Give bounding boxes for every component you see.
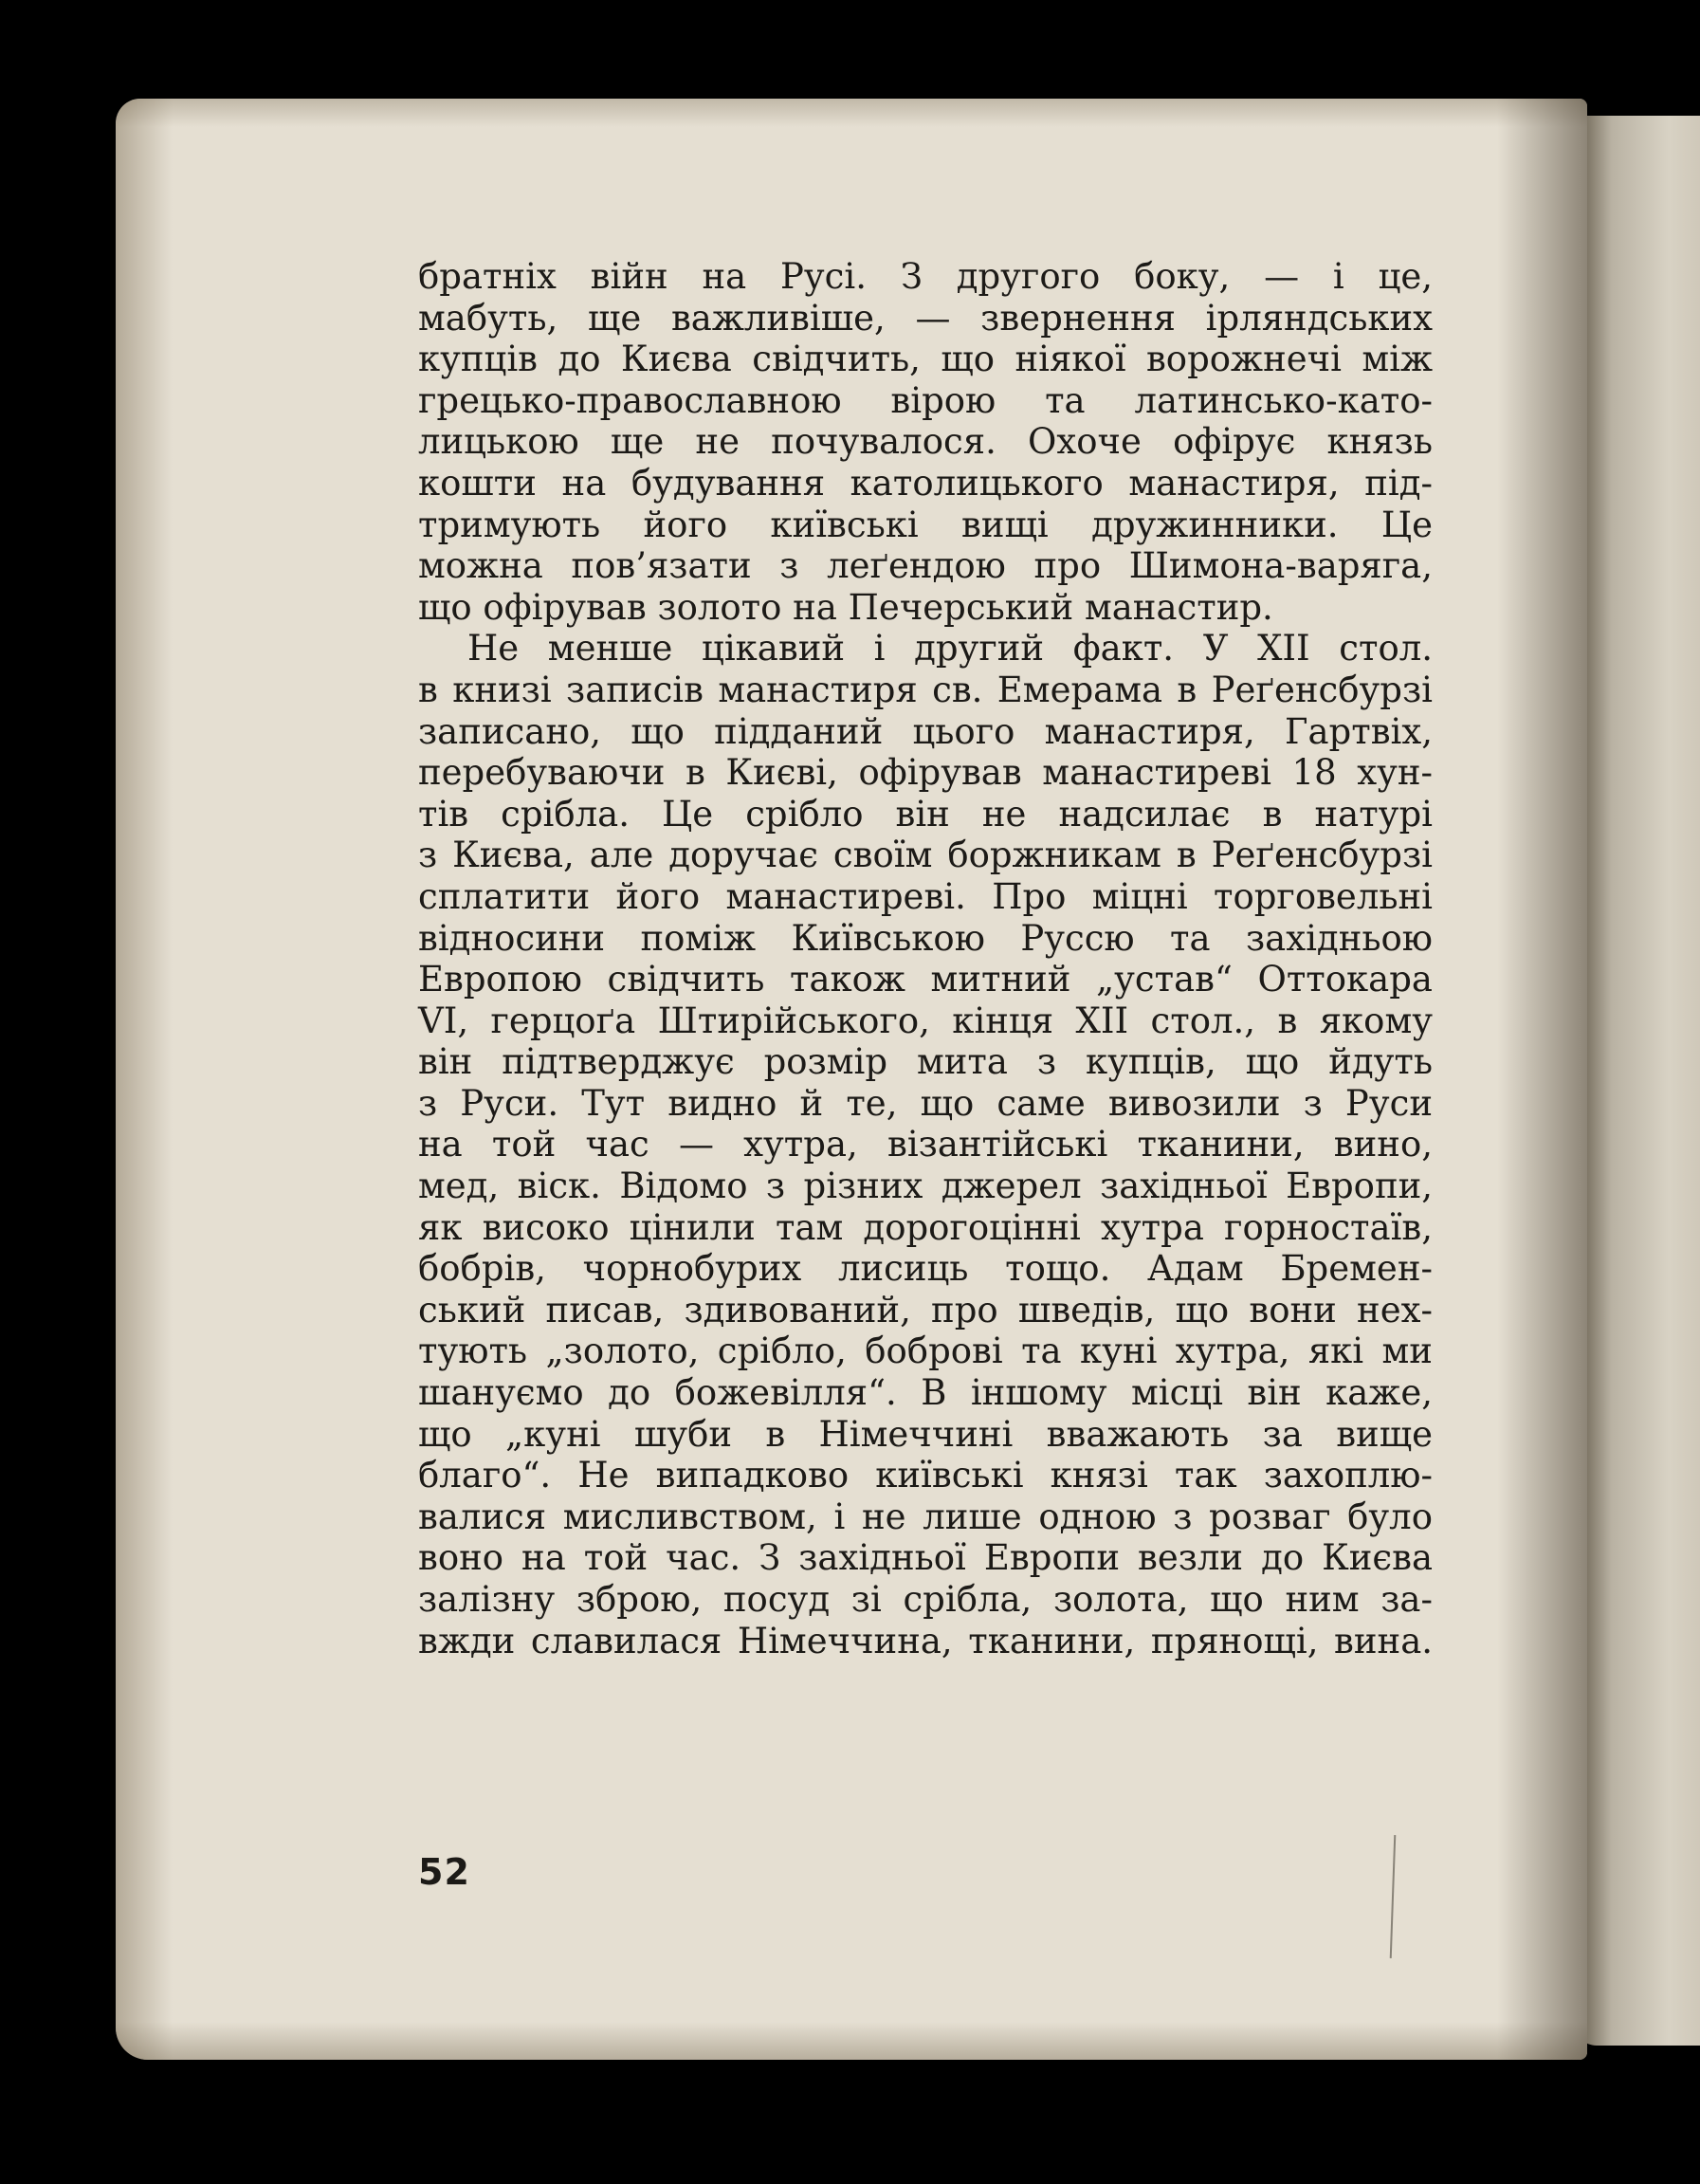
text-line: вжди славилася Німеччина, тканини, прянощі, вина.: [418, 1620, 1434, 1661]
text-line: воно на той час. З західньої Европи везли до Києва: [418, 1537, 1434, 1579]
text-line: Не менше цікавий і другий факт. У XII стол.: [467, 628, 1434, 670]
text-line: благо“. Не випадково київські князі так захоплю-: [418, 1455, 1434, 1496]
text-line: VI, герцоґа Штирійського, кінця XII стол., в якому: [418, 1000, 1434, 1041]
facing-page-edge: [1574, 116, 1700, 2046]
text-line: в книзі записів манастиря св. Емерама в Реґенсбурзі: [418, 669, 1433, 710]
text-line: перебуваючи в Києві, офірував манастиреві 18 хун-: [418, 752, 1434, 794]
text-line: сплатити його манастиреві. Про міцні торговельні: [418, 875, 1433, 917]
text-line: він підтверджує розмір мита з купців, що йдуть: [418, 1041, 1434, 1083]
page-text: [418, 256, 1433, 1661]
paragraph-2: [418, 628, 1433, 1661]
text-line: мед, віск. Відомо з різних джерел західньої Европи,: [418, 1165, 1434, 1207]
text-line: кошти на будування католицького манастиря, під-: [418, 462, 1433, 504]
text-line: мабуть, ще важливіше, — звернення ірляндських: [418, 297, 1434, 339]
gutter-shadow: [1497, 99, 1587, 2060]
text-line: можна пов’язати з леґендою про Шимона-варяга,: [418, 545, 1433, 587]
page-left-shadow: [116, 99, 173, 2060]
page-bottom-shadow: [116, 2022, 1587, 2060]
text-line: на той час — хутра, візантійські тканини, вино,: [418, 1124, 1433, 1165]
text-line: купців до Києва свідчить, що ніякої ворожнечі між: [418, 339, 1434, 380]
page-top-shadow: [116, 99, 1587, 127]
paragraph-1: [418, 256, 1433, 628]
text-line: Европою свідчить також митний „устав“ Оттокара: [418, 959, 1433, 1000]
text-line: шануємо до божевілля“. В іншому місці він каже,: [418, 1372, 1433, 1414]
text-line: записано, що підданий цього манастиря, Гартвіх,: [418, 710, 1433, 752]
text-line: як високо цінили там дорогоцінні хутра горностаїв,: [418, 1206, 1434, 1248]
text-line: з Руси. Тут видно й те, що саме вивозили з Руси: [418, 1082, 1433, 1124]
text-line: тів срібла. Це срібло він не надсилає в натурі: [418, 793, 1433, 835]
text-line: валися мисливством, і не лише одною з розваг було: [418, 1496, 1433, 1537]
text-line: залізну зброю, посуд зі срібла, золота, що ним за-: [418, 1579, 1433, 1620]
text-line: тримують його київські вищі дружинники. Це: [418, 504, 1434, 545]
text-line: з Києва, але доручає своїм боржникам в Реґенсбурзі: [418, 835, 1434, 876]
text-line: ський писав, здивований, про шведів, що вони нех-: [418, 1289, 1433, 1331]
text-line: бобрів, чорнобурих лисиць тощо. Адам Бремен-: [418, 1248, 1433, 1290]
text-line: що офірував золото на Печерський манастир.: [418, 586, 1273, 628]
text-line: лицькою ще не почувалося. Охоче офірує князь: [418, 421, 1433, 463]
text-line: відносини поміж Київською Руссю та західньою: [418, 917, 1433, 959]
text-line: тують „золото, срібло, боброві та куні хутра, які ми: [418, 1331, 1433, 1372]
text-line: що „куні шуби в Німеччині вважають за вище: [418, 1413, 1434, 1455]
text-line: грецько-православною вірою та латинсько-като-: [418, 379, 1433, 421]
page-number: 52: [418, 1851, 470, 1893]
text-line: братніх війн на Русі. З другого боку, — і це,: [418, 256, 1434, 297]
